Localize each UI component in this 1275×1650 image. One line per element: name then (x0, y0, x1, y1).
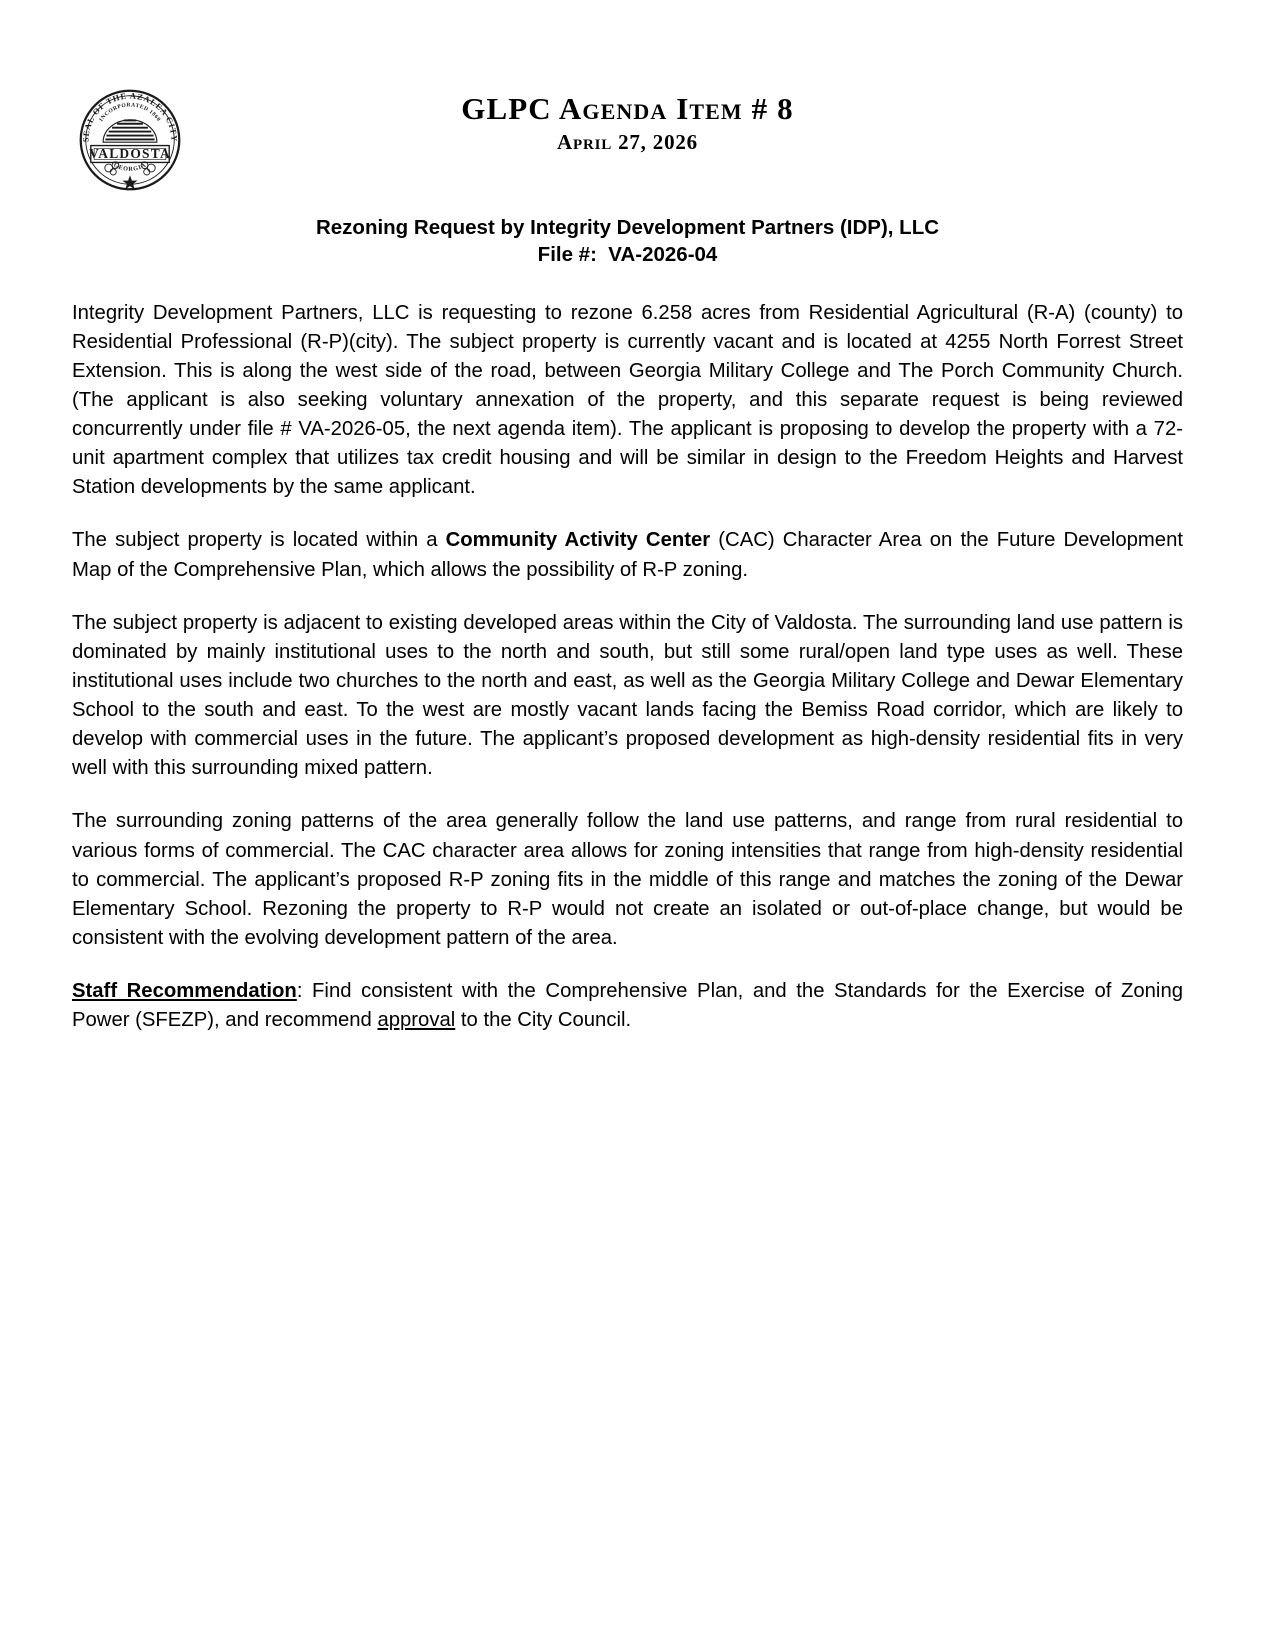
subtitle-group (72, 214, 1183, 269)
valdosta-city-seal-icon (74, 84, 186, 196)
p5-text-a: : Find consistent with the Comprehensive Plan, and the Standards for the Exercise of Zoning Power (SFEZP), and recommend (72, 980, 1184, 1032)
svg-text:VALDOSTA: VALDOSTA (89, 145, 171, 161)
file-number: File #: VA-2026-04 (537, 243, 718, 267)
paragraph-zoning-patterns (72, 807, 1183, 953)
p2-text-a: The subject property is located within a (72, 529, 446, 552)
p2-text-b: (CAC) Character Area on the Future Development Map of the Comprehensive Plan, which allows the possibility of R-P zoning. (72, 529, 1183, 581)
paragraph-character-area (72, 526, 1183, 584)
document-header (72, 72, 1183, 200)
staff-recommendation-heading: Staff Recommendation (72, 980, 297, 1002)
svg-text:SEAL OF THE AZALEA CITY: SEAL OF THE AZALEA CITY (81, 91, 179, 143)
svg-text:GEORGIA: GEORGIA (112, 162, 148, 173)
recommendation-action: approval (377, 1009, 456, 1032)
title-group (72, 72, 1183, 155)
character-area-name: Community Activity Center (445, 529, 711, 552)
meeting-date: April 27, 2026 (557, 129, 698, 154)
request-title: Rezoning Request by Integrity Development Partners (IDP), LLC (315, 216, 940, 239)
svg-text:INCORPORATED 1860: INCORPORATED 1860 (98, 102, 162, 123)
document-body (72, 299, 1183, 1036)
p4-text: The surrounding zoning patterns of the area generally follow the land use patterns, and range from rural residential to various forms of commercial. The CAC character area allows for zoning intensities that range from high-density residential to commercial. The applicant’s proposed R-P zoning fits in the middle of this range and matches the zoning of the Dewar Elementary School. Rezoning the property to R-P would not create an isolated or out-of-place change, but would be consistent with the evolving development pattern of the area. (72, 810, 1183, 949)
paragraph-request-summary (72, 299, 1183, 503)
p3-text: The subject property is adjacent to existing developed areas within the City of Valdosta. The surrounding land use pattern is dominated by mainly institutional uses to the north and south, but still some rural/open land type uses as well. These institutional uses include two churches to the north and east, as well as the Georgia Military College and Dewar Elementary School to the south and east. To the west are mostly vacant lands facing the Bemiss Road corridor, which are likely to develop with commercial uses in the future. The applicant’s proposed development as high-density residential fits in very well with this surrounding mixed pattern. (72, 611, 1183, 780)
p5-text-b: to the City Council. (455, 1009, 632, 1032)
paragraph-surrounding-land-use (72, 609, 1183, 784)
p1-text: Integrity Development Partners, LLC is requesting to rezone 6.258 acres from Residential Agricultural (R-A) (county) to Residential Professional (R-P)(city). The subject property is currently vacant and is located at 4255 North Forrest Street Extension. This is along the west side of the road, between Georgia Military College and The Porch Community Church. (The applicant is also seeking voluntary annexation of the property, and this separate request is being reviewed concurrently under file # VA-2026-05, the next agenda item). The applicant is proposing to develop the property with a 72-unit apartment complex that utilizes tax credit housing and will be similar in design to the Freedom Heights and Harvest Station developments by the same applicant. (72, 301, 1183, 499)
paragraph-staff-recommendation (72, 977, 1183, 1035)
page-title: GLPC Agenda Item # 8 (461, 91, 794, 126)
